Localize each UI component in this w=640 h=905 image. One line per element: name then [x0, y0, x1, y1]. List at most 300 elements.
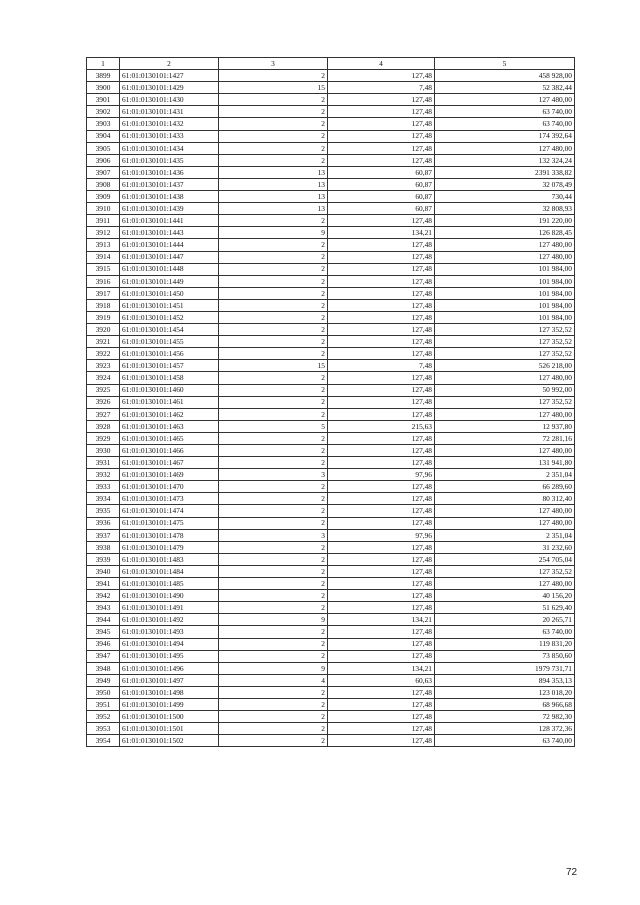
specific-value-cell: 127,48	[328, 711, 435, 723]
table-row	[87, 70, 575, 82]
group-cell: 2	[219, 384, 328, 396]
group-cell: 2	[219, 432, 328, 444]
cadastral-value-table	[86, 57, 575, 747]
cadastral-value-cell: 80 312,40	[435, 493, 575, 505]
row-number-cell: 3927	[87, 408, 120, 420]
cadastral-value-cell: 127 480,00	[435, 239, 575, 251]
cadastral-number-cell: 61:01:0130101:1437	[120, 178, 219, 190]
cadastral-value-cell: 12 937,80	[435, 420, 575, 432]
table-row	[87, 263, 575, 275]
cadastral-number-cell: 61:01:0130101:1462	[120, 408, 219, 420]
table-row	[87, 166, 575, 178]
group-cell: 2	[219, 348, 328, 360]
row-number-cell: 3902	[87, 106, 120, 118]
row-number-cell: 3938	[87, 541, 120, 553]
cadastral-number-cell: 61:01:0130101:1502	[120, 735, 219, 747]
row-number-cell: 3899	[87, 70, 120, 82]
group-cell: 3	[219, 529, 328, 541]
table-row	[87, 493, 575, 505]
specific-value-cell: 127,48	[328, 505, 435, 517]
cadastral-value-cell: 51 629,40	[435, 602, 575, 614]
group-cell: 2	[219, 251, 328, 263]
group-cell: 2	[219, 517, 328, 529]
cadastral-number-cell: 61:01:0130101:1435	[120, 154, 219, 166]
cadastral-number-cell: 61:01:0130101:1496	[120, 662, 219, 674]
specific-value-cell: 127,48	[328, 638, 435, 650]
cadastral-number-cell: 61:01:0130101:1433	[120, 130, 219, 142]
cadastral-number-cell: 61:01:0130101:1460	[120, 384, 219, 396]
table-row	[87, 420, 575, 432]
row-number-cell: 3945	[87, 626, 120, 638]
table-row	[87, 517, 575, 529]
group-cell: 2	[219, 215, 328, 227]
row-number-cell: 3941	[87, 578, 120, 590]
specific-value-cell: 127,48	[328, 130, 435, 142]
group-cell: 2	[219, 565, 328, 577]
table-row	[87, 82, 575, 94]
cadastral-value-cell: 101 984,00	[435, 311, 575, 323]
table-row	[87, 275, 575, 287]
cadastral-value-cell: 31 232,60	[435, 541, 575, 553]
cadastral-number-cell: 61:01:0130101:1501	[120, 723, 219, 735]
table-row	[87, 154, 575, 166]
specific-value-cell: 127,48	[328, 263, 435, 275]
specific-value-cell: 127,48	[328, 311, 435, 323]
row-number-cell: 3913	[87, 239, 120, 251]
column-header-4: 4	[328, 58, 435, 70]
specific-value-cell: 60,87	[328, 191, 435, 203]
row-number-cell: 3952	[87, 711, 120, 723]
group-cell: 13	[219, 178, 328, 190]
cadastral-number-cell: 61:01:0130101:1429	[120, 82, 219, 94]
row-number-cell: 3917	[87, 287, 120, 299]
group-cell: 2	[219, 711, 328, 723]
cadastral-number-cell: 61:01:0130101:1492	[120, 614, 219, 626]
specific-value-cell: 127,48	[328, 686, 435, 698]
page-number: 72	[566, 867, 578, 878]
table-row	[87, 541, 575, 553]
cadastral-number-cell: 61:01:0130101:1451	[120, 299, 219, 311]
cadastral-value-cell: 72 982,30	[435, 711, 575, 723]
cadastral-number-cell: 61:01:0130101:1484	[120, 565, 219, 577]
row-number-cell: 3944	[87, 614, 120, 626]
table-row	[87, 735, 575, 747]
group-cell: 13	[219, 203, 328, 215]
table-row	[87, 578, 575, 590]
cadastral-value-cell: 128 372,36	[435, 723, 575, 735]
row-number-cell: 3915	[87, 263, 120, 275]
specific-value-cell: 127,48	[328, 565, 435, 577]
group-cell: 2	[219, 493, 328, 505]
row-number-cell: 3953	[87, 723, 120, 735]
cadastral-value-cell: 32 078,49	[435, 178, 575, 190]
cadastral-value-cell: 458 928,00	[435, 70, 575, 82]
table-row	[87, 178, 575, 190]
cadastral-value-cell: 127 480,00	[435, 578, 575, 590]
group-cell: 5	[219, 420, 328, 432]
group-cell: 9	[219, 662, 328, 674]
row-number-cell: 3925	[87, 384, 120, 396]
row-number-cell: 3940	[87, 565, 120, 577]
table-row	[87, 711, 575, 723]
specific-value-cell: 127,48	[328, 70, 435, 82]
cadastral-value-cell: 66 289,60	[435, 481, 575, 493]
specific-value-cell: 127,48	[328, 481, 435, 493]
cadastral-value-cell: 20 265,71	[435, 614, 575, 626]
specific-value-cell: 127,48	[328, 94, 435, 106]
row-number-cell: 3910	[87, 203, 120, 215]
specific-value-cell: 7,48	[328, 360, 435, 372]
cadastral-number-cell: 61:01:0130101:1494	[120, 638, 219, 650]
cadastral-value-cell: 126 828,45	[435, 227, 575, 239]
cadastral-value-cell: 73 850,60	[435, 650, 575, 662]
table-row	[87, 396, 575, 408]
cadastral-number-cell: 61:01:0130101:1485	[120, 578, 219, 590]
row-number-cell: 3918	[87, 299, 120, 311]
cadastral-number-cell: 61:01:0130101:1498	[120, 686, 219, 698]
table-row	[87, 348, 575, 360]
cadastral-value-cell: 127 352,52	[435, 336, 575, 348]
table-row	[87, 239, 575, 251]
table-row	[87, 626, 575, 638]
row-number-cell: 3930	[87, 445, 120, 457]
table-row	[87, 336, 575, 348]
group-cell: 2	[219, 457, 328, 469]
table-row	[87, 106, 575, 118]
table-row	[87, 360, 575, 372]
row-number-cell: 3923	[87, 360, 120, 372]
group-cell: 9	[219, 614, 328, 626]
cadastral-number-cell: 61:01:0130101:1430	[120, 94, 219, 106]
cadastral-value-cell: 32 808,93	[435, 203, 575, 215]
specific-value-cell: 127,48	[328, 384, 435, 396]
row-number-cell: 3951	[87, 698, 120, 710]
cadastral-number-cell: 61:01:0130101:1467	[120, 457, 219, 469]
group-cell: 2	[219, 311, 328, 323]
specific-value-cell: 127,48	[328, 493, 435, 505]
row-number-cell: 3948	[87, 662, 120, 674]
row-number-cell: 3947	[87, 650, 120, 662]
row-number-cell: 3934	[87, 493, 120, 505]
cadastral-number-cell: 61:01:0130101:1431	[120, 106, 219, 118]
group-cell: 2	[219, 275, 328, 287]
row-number-cell: 3924	[87, 372, 120, 384]
group-cell: 2	[219, 106, 328, 118]
row-number-cell: 3912	[87, 227, 120, 239]
cadastral-value-cell: 1979 731,71	[435, 662, 575, 674]
table-row	[87, 445, 575, 457]
cadastral-value-cell: 63 740,00	[435, 626, 575, 638]
cadastral-number-cell: 61:01:0130101:1450	[120, 287, 219, 299]
row-number-cell: 3904	[87, 130, 120, 142]
cadastral-value-cell: 63 740,00	[435, 106, 575, 118]
cadastral-number-cell: 61:01:0130101:1463	[120, 420, 219, 432]
cadastral-number-cell: 61:01:0130101:1438	[120, 191, 219, 203]
cadastral-number-cell: 61:01:0130101:1497	[120, 674, 219, 686]
cadastral-value-cell: 132 324,24	[435, 154, 575, 166]
cadastral-number-cell: 61:01:0130101:1470	[120, 481, 219, 493]
row-number-cell: 3929	[87, 432, 120, 444]
cadastral-number-cell: 61:01:0130101:1473	[120, 493, 219, 505]
specific-value-cell: 127,48	[328, 626, 435, 638]
cadastral-number-cell: 61:01:0130101:1479	[120, 541, 219, 553]
group-cell: 3	[219, 469, 328, 481]
specific-value-cell: 127,48	[328, 118, 435, 130]
group-cell: 2	[219, 154, 328, 166]
cadastral-number-cell: 61:01:0130101:1443	[120, 227, 219, 239]
table-row	[87, 408, 575, 420]
group-cell: 2	[219, 686, 328, 698]
specific-value-cell: 134,21	[328, 227, 435, 239]
cadastral-value-cell: 52 382,44	[435, 82, 575, 94]
cadastral-value-cell: 50 992,00	[435, 384, 575, 396]
specific-value-cell: 127,48	[328, 445, 435, 457]
group-cell: 2	[219, 239, 328, 251]
row-number-cell: 3903	[87, 118, 120, 130]
cadastral-number-cell: 61:01:0130101:1439	[120, 203, 219, 215]
cadastral-number-cell: 61:01:0130101:1493	[120, 626, 219, 638]
specific-value-cell: 127,48	[328, 239, 435, 251]
table-row	[87, 686, 575, 698]
cadastral-number-cell: 61:01:0130101:1474	[120, 505, 219, 517]
specific-value-cell: 127,48	[328, 408, 435, 420]
table-row	[87, 529, 575, 541]
cadastral-value-cell: 63 740,00	[435, 735, 575, 747]
row-number-cell: 3914	[87, 251, 120, 263]
specific-value-cell: 127,48	[328, 142, 435, 154]
row-number-cell: 3920	[87, 324, 120, 336]
specific-value-cell: 127,48	[328, 517, 435, 529]
group-cell: 2	[219, 408, 328, 420]
cadastral-number-cell: 61:01:0130101:1500	[120, 711, 219, 723]
specific-value-cell: 127,48	[328, 698, 435, 710]
cadastral-value-cell: 127 352,52	[435, 396, 575, 408]
table-row	[87, 674, 575, 686]
table-row	[87, 384, 575, 396]
specific-value-cell: 7,48	[328, 82, 435, 94]
specific-value-cell: 127,48	[328, 723, 435, 735]
row-number-cell: 3939	[87, 553, 120, 565]
cadastral-value-cell: 2 351,04	[435, 529, 575, 541]
cadastral-number-cell: 61:01:0130101:1475	[120, 517, 219, 529]
cadastral-value-cell: 127 480,00	[435, 142, 575, 154]
cadastral-number-cell: 61:01:0130101:1491	[120, 602, 219, 614]
row-number-cell: 3906	[87, 154, 120, 166]
cadastral-number-cell: 61:01:0130101:1483	[120, 553, 219, 565]
specific-value-cell: 127,48	[328, 106, 435, 118]
group-cell: 2	[219, 94, 328, 106]
specific-value-cell: 127,48	[328, 650, 435, 662]
group-cell: 2	[219, 336, 328, 348]
cadastral-number-cell: 61:01:0130101:1465	[120, 432, 219, 444]
group-cell: 2	[219, 602, 328, 614]
cadastral-number-cell: 61:01:0130101:1457	[120, 360, 219, 372]
specific-value-cell: 60,87	[328, 166, 435, 178]
cadastral-value-cell: 127 352,52	[435, 324, 575, 336]
table-row	[87, 505, 575, 517]
group-cell: 2	[219, 263, 328, 275]
cadastral-value-cell: 2 351,04	[435, 469, 575, 481]
group-cell: 2	[219, 324, 328, 336]
table-row	[87, 191, 575, 203]
cadastral-value-cell: 101 984,00	[435, 287, 575, 299]
cadastral-value-cell: 730,44	[435, 191, 575, 203]
row-number-cell: 3937	[87, 529, 120, 541]
group-cell: 2	[219, 142, 328, 154]
specific-value-cell: 60,87	[328, 178, 435, 190]
row-number-cell: 3933	[87, 481, 120, 493]
specific-value-cell: 134,21	[328, 662, 435, 674]
cadastral-number-cell: 61:01:0130101:1490	[120, 590, 219, 602]
cadastral-value-cell: 127 480,00	[435, 408, 575, 420]
cadastral-value-cell: 127 480,00	[435, 505, 575, 517]
group-cell: 2	[219, 372, 328, 384]
cadastral-number-cell: 61:01:0130101:1449	[120, 275, 219, 287]
cadastral-number-cell: 61:01:0130101:1499	[120, 698, 219, 710]
group-cell: 9	[219, 227, 328, 239]
cadastral-number-cell: 61:01:0130101:1448	[120, 263, 219, 275]
group-cell: 2	[219, 130, 328, 142]
group-cell: 2	[219, 70, 328, 82]
row-number-cell: 3911	[87, 215, 120, 227]
specific-value-cell: 127,48	[328, 578, 435, 590]
cadastral-value-cell: 127 480,00	[435, 251, 575, 263]
row-number-cell: 3950	[87, 686, 120, 698]
table-row	[87, 299, 575, 311]
group-cell: 2	[219, 723, 328, 735]
group-cell: 2	[219, 299, 328, 311]
group-cell: 2	[219, 481, 328, 493]
cadastral-value-cell: 127 480,00	[435, 94, 575, 106]
row-number-cell: 3926	[87, 396, 120, 408]
group-cell: 2	[219, 445, 328, 457]
cadastral-value-cell: 254 705,04	[435, 553, 575, 565]
cadastral-number-cell: 61:01:0130101:1452	[120, 311, 219, 323]
cadastral-number-cell: 61:01:0130101:1469	[120, 469, 219, 481]
group-cell: 2	[219, 118, 328, 130]
row-number-cell: 3943	[87, 602, 120, 614]
specific-value-cell: 127,48	[328, 336, 435, 348]
group-cell: 2	[219, 698, 328, 710]
row-number-cell: 3949	[87, 674, 120, 686]
column-header-1: 1	[87, 58, 120, 70]
table-row	[87, 457, 575, 469]
group-cell: 13	[219, 166, 328, 178]
column-header-2: 2	[120, 58, 219, 70]
group-cell: 2	[219, 735, 328, 747]
cadastral-number-cell: 61:01:0130101:1461	[120, 396, 219, 408]
cadastral-number-cell: 61:01:0130101:1478	[120, 529, 219, 541]
specific-value-cell: 127,48	[328, 287, 435, 299]
specific-value-cell: 127,48	[328, 372, 435, 384]
table-row	[87, 650, 575, 662]
cadastral-number-cell: 61:01:0130101:1447	[120, 251, 219, 263]
specific-value-cell: 60,87	[328, 203, 435, 215]
table-row	[87, 324, 575, 336]
table-header-row	[87, 58, 575, 70]
group-cell: 4	[219, 674, 328, 686]
cadastral-value-cell: 127 352,52	[435, 348, 575, 360]
table-row	[87, 311, 575, 323]
table-row	[87, 203, 575, 215]
specific-value-cell: 127,48	[328, 348, 435, 360]
cadastral-value-cell: 101 984,00	[435, 275, 575, 287]
cadastral-number-cell: 61:01:0130101:1436	[120, 166, 219, 178]
table-row	[87, 94, 575, 106]
table-row	[87, 698, 575, 710]
column-header-5: 5	[435, 58, 575, 70]
row-number-cell: 3905	[87, 142, 120, 154]
row-number-cell: 3935	[87, 505, 120, 517]
specific-value-cell: 127,48	[328, 324, 435, 336]
row-number-cell: 3907	[87, 166, 120, 178]
row-number-cell: 3928	[87, 420, 120, 432]
row-number-cell: 3901	[87, 94, 120, 106]
cadastral-value-cell: 2391 338,82	[435, 166, 575, 178]
table-row	[87, 469, 575, 481]
cadastral-value-cell: 123 018,20	[435, 686, 575, 698]
specific-value-cell: 127,48	[328, 275, 435, 287]
table-row	[87, 215, 575, 227]
row-number-cell: 3946	[87, 638, 120, 650]
group-cell: 2	[219, 287, 328, 299]
table-row	[87, 553, 575, 565]
cadastral-number-cell: 61:01:0130101:1466	[120, 445, 219, 457]
specific-value-cell: 127,48	[328, 735, 435, 747]
cadastral-number-cell: 61:01:0130101:1441	[120, 215, 219, 227]
cadastral-number-cell: 61:01:0130101:1458	[120, 372, 219, 384]
specific-value-cell: 97,96	[328, 529, 435, 541]
specific-value-cell: 215,63	[328, 420, 435, 432]
table-row	[87, 662, 575, 674]
group-cell: 2	[219, 505, 328, 517]
table-row	[87, 227, 575, 239]
cadastral-value-cell: 68 966,68	[435, 698, 575, 710]
table-row	[87, 614, 575, 626]
cadastral-value-cell: 127 480,00	[435, 372, 575, 384]
row-number-cell: 3936	[87, 517, 120, 529]
table-row	[87, 590, 575, 602]
cadastral-value-cell: 101 984,00	[435, 299, 575, 311]
specific-value-cell: 127,48	[328, 215, 435, 227]
table-row	[87, 723, 575, 735]
specific-value-cell: 127,48	[328, 457, 435, 469]
row-number-cell: 3900	[87, 82, 120, 94]
row-number-cell: 3954	[87, 735, 120, 747]
group-cell: 2	[219, 553, 328, 565]
group-cell: 15	[219, 82, 328, 94]
group-cell: 2	[219, 578, 328, 590]
cadastral-number-cell: 61:01:0130101:1444	[120, 239, 219, 251]
group-cell: 2	[219, 650, 328, 662]
cadastral-value-cell: 119 831,20	[435, 638, 575, 650]
table-row	[87, 118, 575, 130]
cadastral-number-cell: 61:01:0130101:1455	[120, 336, 219, 348]
column-header-3: 3	[219, 58, 328, 70]
cadastral-number-cell: 61:01:0130101:1427	[120, 70, 219, 82]
cadastral-value-cell: 191 220,00	[435, 215, 575, 227]
specific-value-cell: 127,48	[328, 553, 435, 565]
cadastral-value-cell: 127 480,00	[435, 445, 575, 457]
row-number-cell: 3921	[87, 336, 120, 348]
row-number-cell: 3909	[87, 191, 120, 203]
table-row	[87, 432, 575, 444]
cadastral-number-cell: 61:01:0130101:1454	[120, 324, 219, 336]
group-cell: 13	[219, 191, 328, 203]
specific-value-cell: 97,96	[328, 469, 435, 481]
group-cell: 2	[219, 396, 328, 408]
group-cell: 2	[219, 590, 328, 602]
